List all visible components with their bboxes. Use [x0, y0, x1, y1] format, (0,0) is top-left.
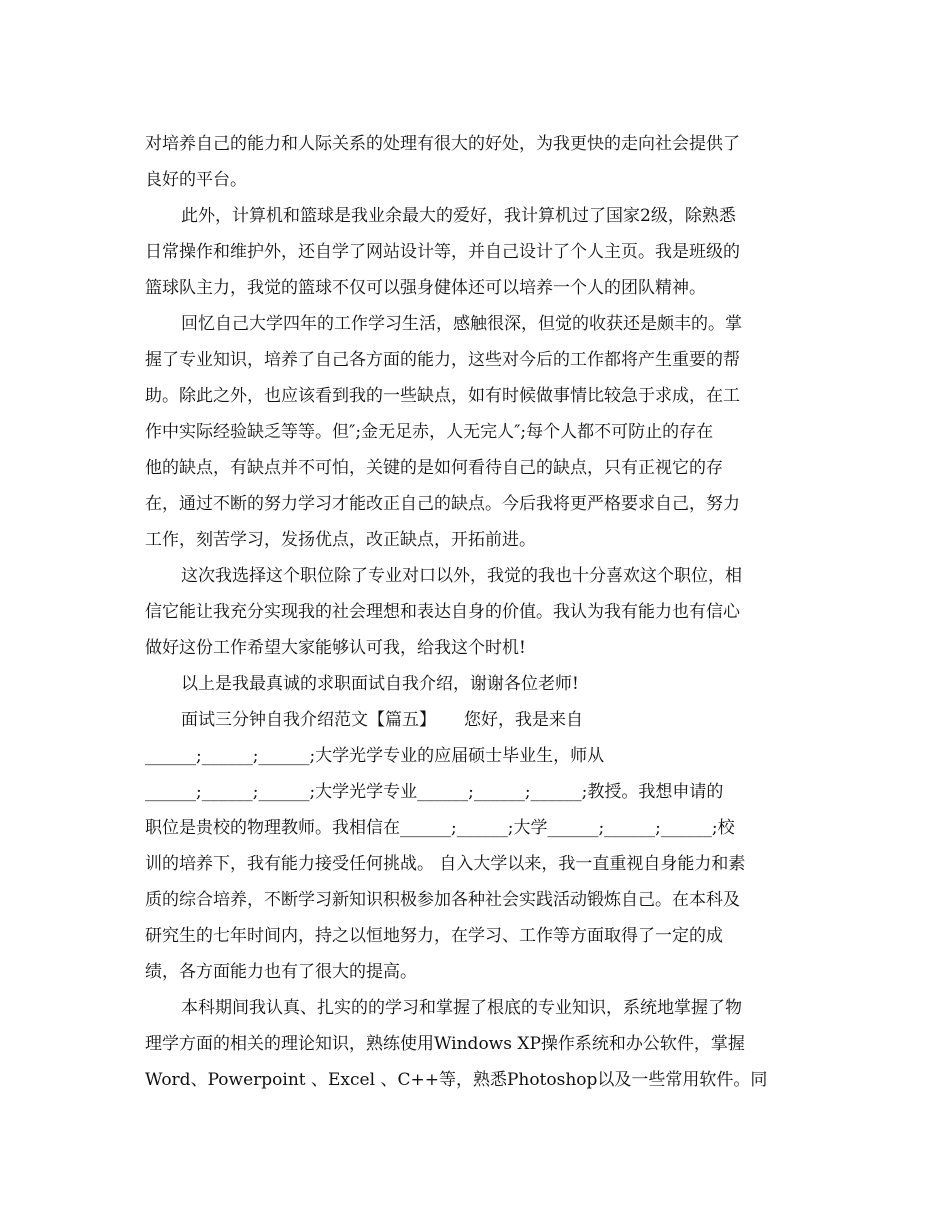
text-line: 训的培养下，我有能力接受任何挑战。 自入大学以来，我一直重视自身能力和素 [145, 854, 746, 874]
text-line: 绩，各方面能力也有了很大的提高。 [145, 962, 417, 982]
text-line: 他的缺点，有缺点并不可怕，关键的是如何看待自己的缺点，只有正视它的存 [145, 458, 723, 478]
text-line: 信它能让我充分实现我的社会理想和表达自身的价值。我认为我有能力也有信心 [145, 602, 740, 622]
paragraph-start: 以上是我最真诚的求职面试自我介绍，谢谢各位老师! [181, 674, 579, 694]
text-line: 做好这份工作希望大家能够认可我，给我这个时机! [145, 638, 526, 658]
text-line: 良好的平台。 [145, 170, 247, 190]
text-line: 日常操作和维护外，还自学了网站设计等，并自己设计了个人主页。我是班级的 [145, 242, 740, 262]
paragraph-start: 本科期间我认真、扎实的的学习和掌握了根底的专业知识，系统地掌握了物 [181, 998, 742, 1018]
text-line: 研究生的七年时间内，持之以恒地努力，在学习、工作等方面取得了一定的成 [145, 926, 723, 946]
section-heading: 面试三分钟自我介绍范文【篇五】 [181, 710, 436, 730]
body-text [145, 126, 810, 1098]
greeting: 您好，我是来自 [464, 710, 583, 730]
text-line: ______;______;______;大学光学专业______;______;______;教授。我想申请的 [145, 782, 724, 802]
text-line: 握了专业知识，培养了自己各方面的能力，这些对今后的工作都将产生重要的帮 [145, 350, 740, 370]
paragraph-start: 回忆自己大学四年的工作学习生活，感触很深，但觉的收获还是颇丰的。掌 [181, 314, 742, 334]
text-line: 在，通过不断的努力学习才能改正自己的缺点。今后我将更严格要求自己，努力 [145, 494, 740, 514]
text-line: 职位是贵校的物理教师。我相信在______;______;大学______;______;______;校 [145, 818, 735, 838]
text-line: 对培养自己的能力和人际关系的处理有很大的好处，为我更快的走向社会提供了 [145, 134, 740, 154]
text-line: 助。除此之外，也应该看到我的一些缺点，如有时候做事情比较急于求成，在工 [145, 386, 740, 406]
text-line: 篮球队主力，我觉的篮球不仅可以强身健体还可以培养一个人的团队精神。 [145, 278, 706, 298]
paragraph-start: 这次我选择这个职位除了专业对口以外，我觉的我也十分喜欢这个职位，相 [181, 566, 742, 586]
text-line: 作中实际经验缺乏等等。但″;金无足赤，人无完人″;每个人都不可防止的存在 [145, 422, 714, 442]
paragraph-start: 此外，计算机和篮球是我业余最大的爱好，我计算机过了国家2级，除熟悉 [181, 206, 736, 226]
text-line: 质的综合培养，不断学习新知识积极参加各种社会实践活动锻炼自己。在本科及 [145, 890, 740, 910]
text-line: 理学方面的相关的理论知识，熟练使用Windows XP操作系统和办公软件，掌握 [145, 1034, 745, 1054]
text-line: ______;______;______;大学光学专业的应届硕士毕业生，师从 [145, 746, 605, 766]
text-line: 工作，刻苦学习，发扬优点，改正缺点，开拓前进。 [145, 530, 536, 550]
text-line: Word、Powerpoint 、Excel 、C++等，熟悉Photoshop以及一些常用软件。同 [145, 1070, 768, 1090]
section-heading-line [145, 702, 810, 738]
